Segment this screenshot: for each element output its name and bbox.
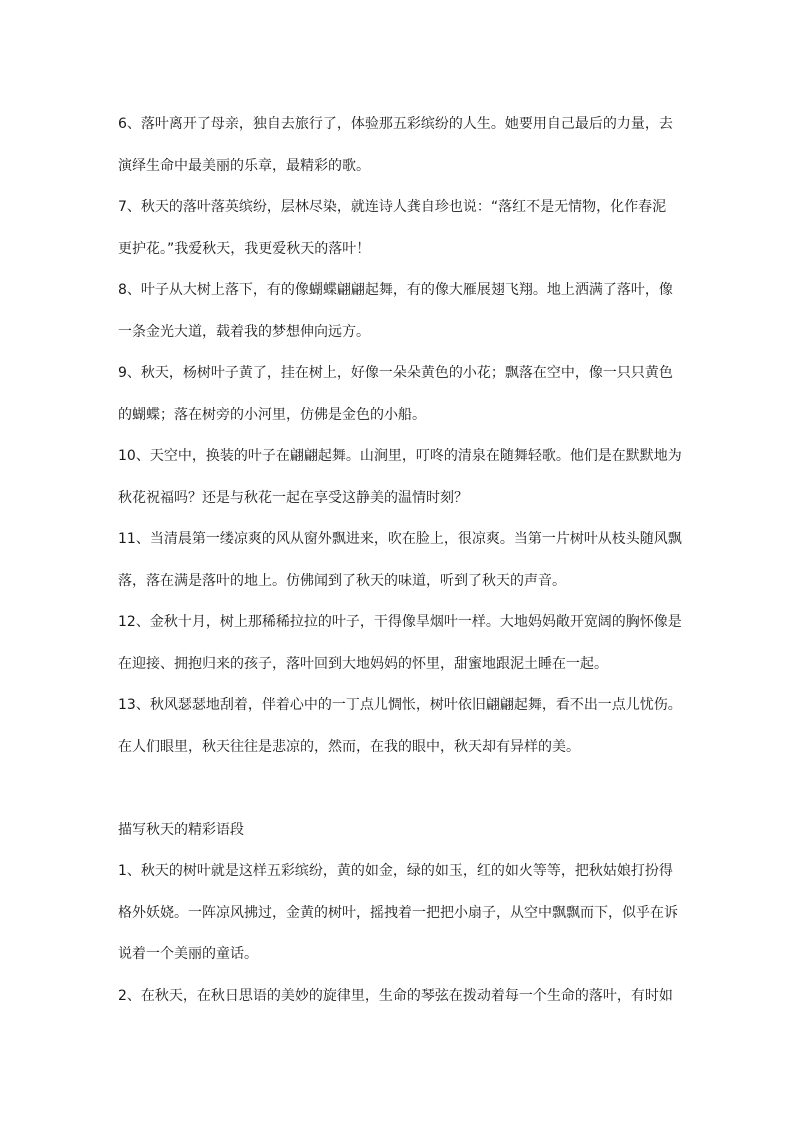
text-line: 7、秋天的落叶落英缤纷，层林尽染，就连诗人龚自珍也说：“落红不是无情物，化作春泥 xyxy=(118,199,667,215)
text-line: 秋花祝福吗？还是与秋花一起在享受这静美的温情时刻？ xyxy=(118,489,468,506)
text-line: 13、秋风瑟瑟地刮着，伴着心中的一丁点儿惆怅，树叶依旧翩翩起舞，看不出一点儿忧伤。 xyxy=(118,697,682,713)
text-line: 9、秋天，杨树叶子黄了，挂在树上，好像一朵朵黄色的小花；飘落在空中，像一只只黄色 xyxy=(118,365,673,381)
text-line: 格外妖娆。一阵凉风拂过，金黄的树叶，摇拽着一把把小扇子，从空中飘飘而下，似乎在诉 xyxy=(118,904,678,921)
paragraph-12 xyxy=(118,602,688,685)
text-line: 10、天空中，换装的叶子在翩翩起舞。山涧里，叮咚的清泉在随舞轻歌。他们是在默默地为 xyxy=(118,448,682,464)
text-line: 落，落在满是落叶的地上。仿佛闻到了秋天的味道，听到了秋天的声音。 xyxy=(118,572,566,589)
document-body xyxy=(118,104,688,1017)
paragraph-11 xyxy=(118,519,688,602)
text-line: 更护花。”我爱秋天，我更爱秋天的落叶！ xyxy=(118,240,371,257)
text-line: 说着一个美丽的童话。 xyxy=(118,946,258,962)
text-line: 一条金光大道，载着我的梦想伸向远方。 xyxy=(118,323,370,340)
text-line: 在迎接、拥抱归来的孩子，落叶回到大地妈妈的怀里，甜蜜地跟泥土睡在一起。 xyxy=(118,655,608,672)
text-line: 的蝴蝶；落在树旁的小河里，仿佛是金色的小船。 xyxy=(118,406,426,423)
text-line: 演绎生命中最美丽的乐章，最精彩的歌。 xyxy=(118,157,370,174)
paragraph-7 xyxy=(118,187,688,270)
paragraph-10 xyxy=(118,436,688,519)
paragraph-9 xyxy=(118,353,688,436)
paragraph-6 xyxy=(118,104,688,187)
text-line: 8、叶子从大树上落下，有的像蝴蝶翩翩起舞，有的像大雁展翅飞翔。地上洒满了落叶，像 xyxy=(118,282,673,298)
text-line: 1、秋天的树叶就是这样五彩缤纷，黄的如金，绿的如玉，红的如火等等，把秋姑娘打扮得 xyxy=(118,863,673,879)
section-heading: 描写秋天的精彩语段 xyxy=(118,821,244,838)
text-line: 在人们眼里，秋天往往是悲凉的，然而，在我的眼中，秋天却有异样的美。 xyxy=(118,738,580,755)
paragraph-13 xyxy=(118,685,688,768)
text-line: 11、当清晨第一缕凉爽的风从窗外飘进来，吹在脸上，很凉爽。当第一片树叶从枝头随风飘 xyxy=(118,531,682,547)
text-line: 2、在秋天，在秋日思语的美妙的旋律里，生命的琴弦在拨动着每一个生命的落叶，有时如 xyxy=(118,987,673,1004)
section-paragraph-2 xyxy=(118,976,688,1018)
text-line: 6、落叶离开了母亲，独自去旅行了，体验那五彩缤纷的人生。她要用自己最后的力量，去 xyxy=(118,116,673,132)
text-line: 12、金秋十月，树上那稀稀拉拉的叶子，干得像旱烟叶一样。大地妈妈敞开宽阔的胸怀像是 xyxy=(118,614,682,630)
section-paragraph-1 xyxy=(118,851,688,976)
paragraph-8 xyxy=(118,270,688,353)
